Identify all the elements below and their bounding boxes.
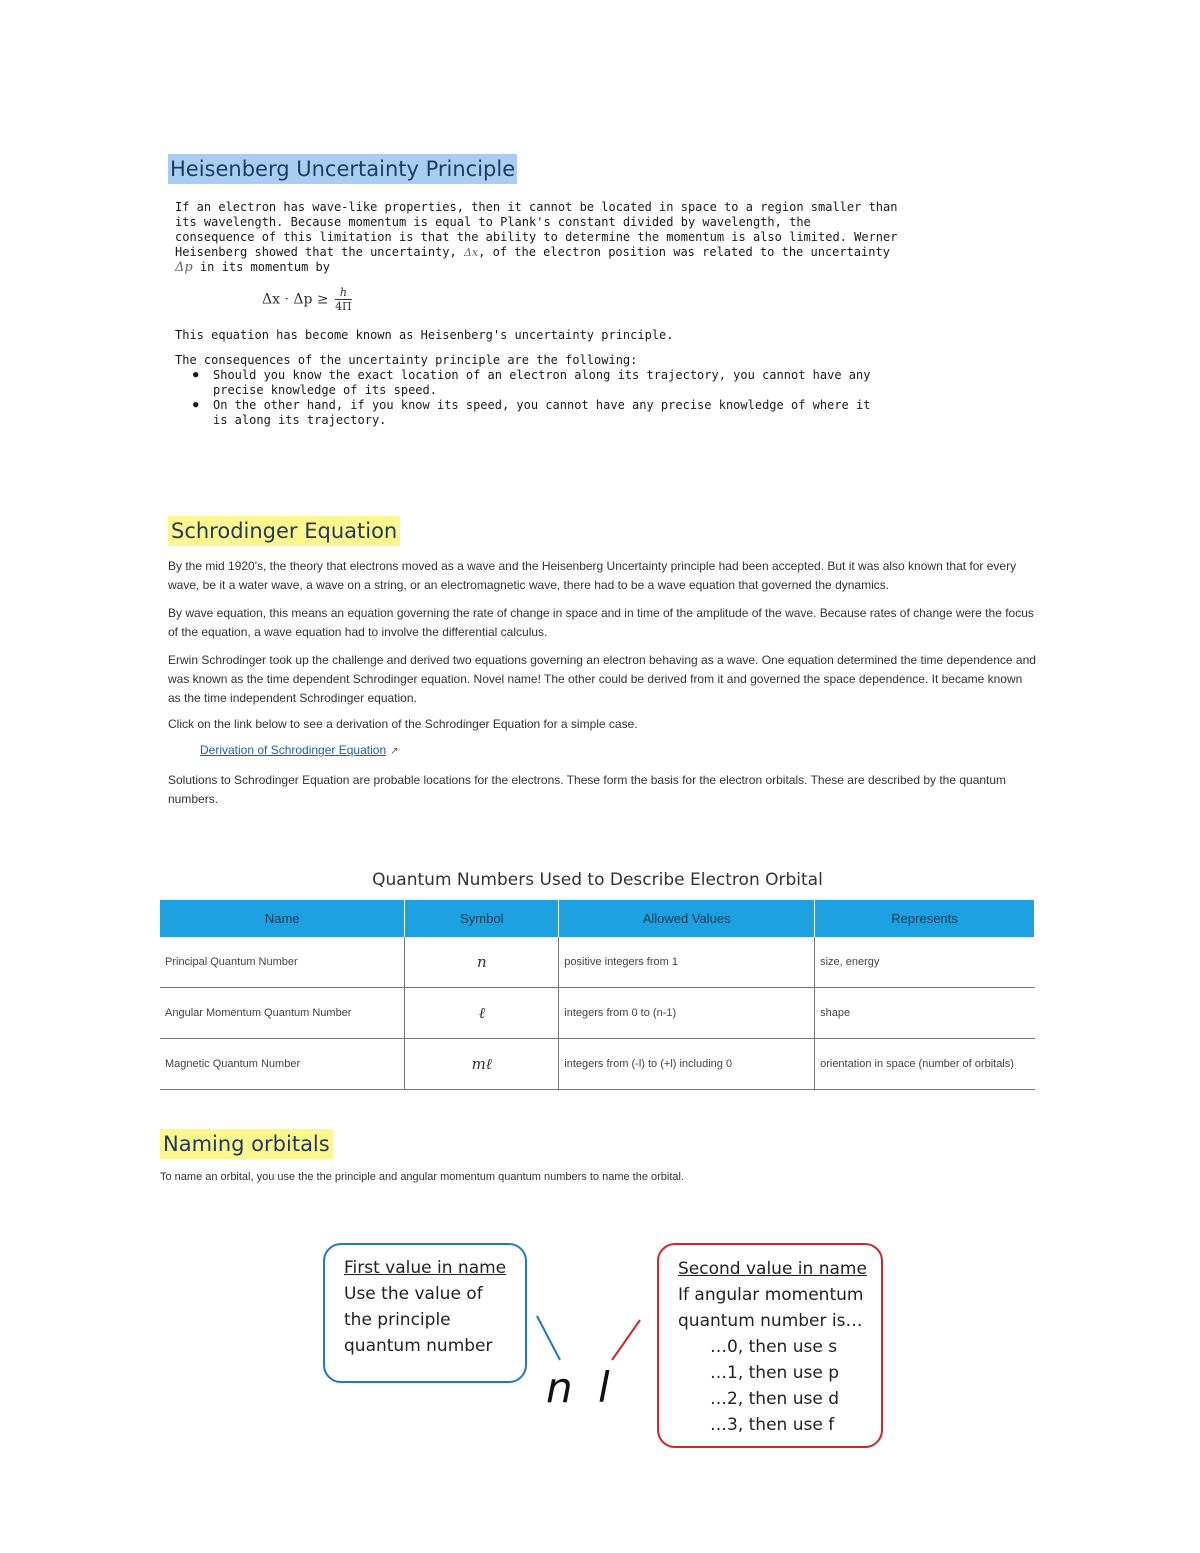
equation-lhs: Δx · Δp ≥ bbox=[262, 291, 329, 308]
intro-line-part: , of the electron position was related to the uncertainty bbox=[478, 245, 890, 259]
known-as-text bbox=[175, 328, 825, 343]
intro-line bbox=[175, 260, 825, 275]
column-header: Allowed Values bbox=[559, 900, 815, 937]
uncertainty-equation bbox=[262, 286, 352, 313]
list-item-line: ● On the other hand, if you know its speed, you cannot have any precise knowledge of where it bbox=[213, 398, 871, 412]
list-item bbox=[175, 398, 871, 428]
equation-fraction bbox=[335, 286, 352, 313]
table-cell-symbol: mℓ bbox=[405, 1039, 559, 1090]
consequences bbox=[175, 353, 871, 428]
connector-lines bbox=[530, 1310, 650, 1370]
consequences-list bbox=[175, 368, 871, 428]
first-box-line: the principle bbox=[344, 1310, 451, 1330]
delta-x-symbol: Δx bbox=[464, 246, 479, 259]
table-row bbox=[160, 988, 1035, 1039]
derivation-link[interactable] bbox=[200, 743, 399, 757]
column-header: Name bbox=[160, 900, 405, 937]
naming-title: Naming orbitals bbox=[160, 1129, 333, 1159]
list-item bbox=[175, 368, 871, 398]
consequences-intro: The consequences of the uncertainty principle are the following: bbox=[175, 353, 638, 367]
table-header-row bbox=[160, 900, 1035, 937]
external-link-icon: ↗ bbox=[390, 746, 399, 757]
table-row bbox=[160, 937, 1035, 988]
list-item-line: precise knowledge of its speed. bbox=[213, 383, 437, 397]
solutions-text: Solutions to Schrodinger Equation are probable locations for the electrons. These form the basis for the electron orbitals. These are described by the quantum numbers. bbox=[168, 773, 1007, 806]
quantum-numbers-table bbox=[160, 900, 1035, 1090]
second-box-line: …1, then use p bbox=[710, 1363, 839, 1383]
schrodinger-paragraph: Erwin Schrodinger took up the challenge and derived two equations governing an electron behaving as a wave. One equation determined the time dependence and was known as the time dependent Schrodinger equation. Novel name! The other could be derived from it and governed the space dependence. It became known as the time independent Schrodinger equation. bbox=[168, 653, 1036, 705]
first-box-line: Use the value of bbox=[344, 1284, 483, 1304]
heisenberg-intro bbox=[175, 200, 898, 275]
delta-p-symbol: Δp bbox=[175, 260, 193, 275]
table-cell: Magnetic Quantum Number bbox=[160, 1039, 405, 1090]
connector-blue-line bbox=[537, 1316, 560, 1360]
list-item-line: ● Should you know the exact location of an electron along its trajectory, you cannot have any bbox=[213, 368, 871, 382]
second-box-title: Second value in name bbox=[678, 1259, 867, 1279]
table-cell-symbol: ℓ bbox=[405, 988, 559, 1039]
heisenberg-title: Heisenberg Uncertainty Principle bbox=[168, 154, 517, 184]
equation-denominator: 4Π bbox=[335, 300, 352, 313]
table-cell: integers from (-l) to (+l) including 0 bbox=[559, 1039, 815, 1090]
orbital-name-letters: n l bbox=[546, 1363, 616, 1412]
intro-line bbox=[175, 245, 890, 260]
table-cell: Angular Momentum Quantum Number bbox=[160, 988, 405, 1039]
second-box-line: …3, then use f bbox=[710, 1415, 835, 1435]
table-cell: positive integers from 1 bbox=[559, 937, 815, 988]
first-box-title: First value in name bbox=[344, 1258, 507, 1278]
column-header: Symbol bbox=[405, 900, 559, 937]
derivation-link-text[interactable]: Derivation of Schrodinger Equation bbox=[200, 743, 387, 757]
second-box-line: …0, then use s bbox=[710, 1337, 838, 1357]
table-cell: orientation in space (number of orbitals) bbox=[815, 1039, 1035, 1090]
schrodinger-paragraph: By the mid 1920's, the theory that electrons moved as a wave and the Heisenberg Uncertainty principle had been accepted. But it was also known that for every wave, be it a water wave, a wave on a string, or an electromagnetic wave, there had to be a wave equation that governed the dynamics. bbox=[168, 559, 1017, 592]
table-cell: Principal Quantum Number bbox=[160, 937, 405, 988]
second-box-line: If angular momentum bbox=[678, 1285, 864, 1305]
known-as-line: This equation has become known as Heisenberg's uncertainty principle. bbox=[175, 328, 674, 342]
schrodinger-paragraph: Click on the link below to see a derivation of the Schrodinger Equation for a simple case. bbox=[168, 717, 638, 731]
intro-line: its wavelength. Because momentum is equal to Plank's constant divided by wavelength, the bbox=[175, 215, 811, 229]
schrodinger-paragraph: By wave equation, this means an equation governing the rate of change in space and in time of the amplitude of the wave. Because rates of change were the focus of the equation, a wave equation had to involve the differential calculus. bbox=[168, 606, 1034, 639]
table-row bbox=[160, 1039, 1035, 1090]
equation-numerator: h bbox=[335, 286, 352, 300]
table-cell-symbol: n bbox=[405, 937, 559, 988]
column-header: Represents bbox=[815, 900, 1035, 937]
intro-line-part: Heisenberg showed that the uncertainty, bbox=[175, 245, 457, 259]
table-cell: size, energy bbox=[815, 937, 1035, 988]
first-box-line: quantum number bbox=[344, 1336, 493, 1356]
intro-line: If an electron has wave-like properties, then it cannot be located in space to a region smaller than bbox=[175, 200, 898, 214]
table-caption: Quantum Numbers Used to Describe Electron Orbital bbox=[372, 870, 823, 890]
second-value-box bbox=[657, 1243, 883, 1448]
table-cell: integers from 0 to (n-1) bbox=[559, 988, 815, 1039]
naming-description: To name an orbital, you use the the principle and angular momentum quantum numbers to name the orbital. bbox=[160, 1171, 685, 1183]
second-box-line: quantum number is… bbox=[678, 1311, 863, 1331]
intro-line-part: in its momentum by bbox=[199, 260, 330, 274]
intro-line: consequence of this limitation is that the ability to determine the momentum is also limited. Werner bbox=[175, 230, 898, 244]
table-cell: shape bbox=[815, 988, 1035, 1039]
second-box-line: …2, then use d bbox=[710, 1389, 839, 1409]
schrodinger-title: Schrodinger Equation bbox=[168, 516, 400, 546]
first-value-box bbox=[323, 1243, 527, 1383]
connector-red-line bbox=[612, 1320, 640, 1360]
list-item-line: is along its trajectory. bbox=[213, 413, 387, 427]
